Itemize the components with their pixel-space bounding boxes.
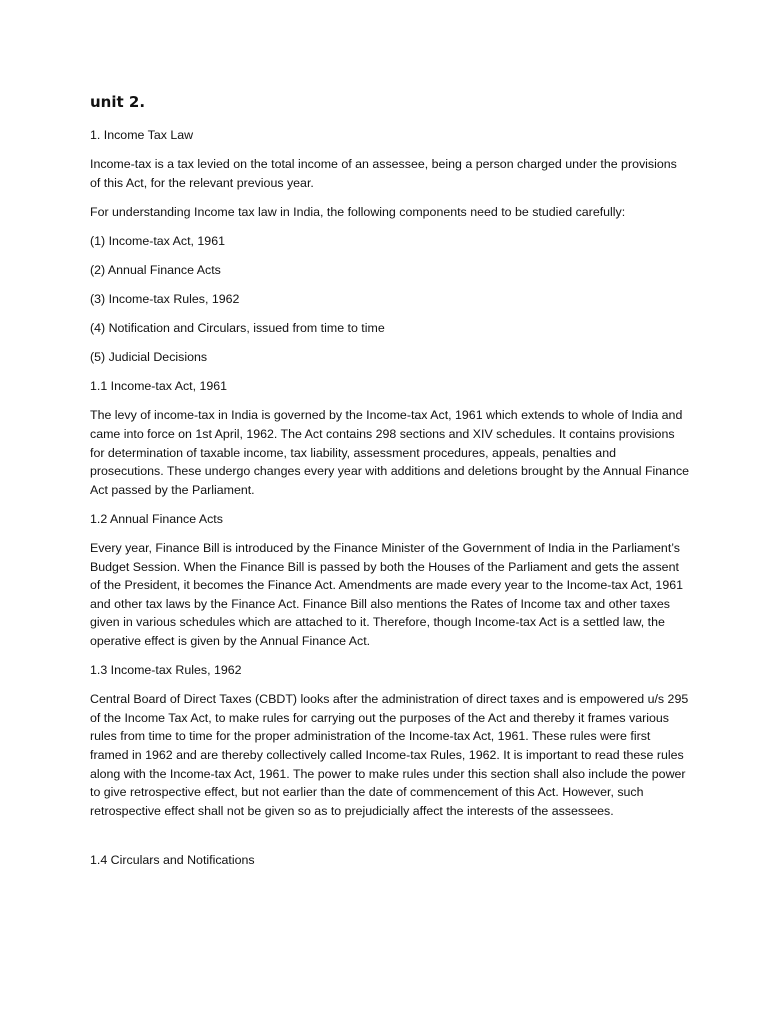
component-item-2: (2) Annual Finance Acts — [90, 262, 221, 277]
component-item-4: (4) Notification and Circulars, issued from time to time — [90, 321, 385, 336]
section-1-2-title: 1.2 Annual Finance Acts — [90, 511, 223, 526]
section-1-title: 1. Income Tax Law — [90, 128, 194, 142]
component-item-5: (5) Judicial Decisions — [90, 350, 208, 365]
section-1-1-paragraph: The levy of income-tax in India is governed by the Income-tax Act, 1961 which extends to whole of India and came into force on 1st April, 1962. The Act contains 298 sections and XIV schedules. It contains provisions for determination of taxable income, tax liability, assessment procedures, appeals, penalties and prosecutions. These undergo changes every year with additions and deletions brought by the Annual Finance Act passed by the Parliament. — [90, 408, 690, 497]
section-1-3-title: 1.3 Income-tax Rules, 1962 — [90, 663, 242, 678]
unit-title: unit 2. — [90, 93, 146, 111]
section-1-4-title: 1.4 Circulars and Notifications — [90, 852, 255, 867]
document-page — [90, 92, 690, 880]
component-item-1: (1) Income-tax Act, 1961 — [90, 233, 225, 248]
section-1-3-paragraph: Central Board of Direct Taxes (CBDT) looks after the administration of direct taxes and is empowered u/s 295 of the Income Tax Act, to make rules for carrying out the purposes of the Act and thereby it frames various rules from time to time for the proper administration of the Income-tax Act, 1961. These rules were first framed in 1962 and are thereby collectively called Income-tax Rules, 1962. It is important to read these rules along with the Income-tax Act, 1961. The power to make rules under this section shall also include the power to give retrospective effect, but not earlier than the date of commencement of this Act. However, such retrospective effect shall not be given so as to prejudicially affect the interests of the assessees. — [90, 692, 689, 818]
component-item-3: (3) Income-tax Rules, 1962 — [90, 292, 240, 307]
section-1-2-paragraph: Every year, Finance Bill is introduced by the Finance Minister of the Government of India in the Parliament’s Budget Session. When the Finance Bill is passed by both the Houses of the Parliament and gets the assent of the President, it becomes the Finance Act. Amendments are made every year to the Income-tax Act, 1961 and other tax laws by the Finance Act. Finance Bill also mentions the Rates of Income tax and other taxes given in various schedules which are attached to it. Therefore, though Income-tax Act is a settled law, the operative effect is given by the Annual Finance Act. — [90, 541, 684, 648]
section-1-paragraph-1: Income-tax is a tax levied on the total income of an assessee, being a person charged under the provisions of this Act, for the relevant previous year. — [90, 157, 677, 190]
section-1-paragraph-2: For understanding Income tax law in India, the following components need to be studied carefully: — [90, 204, 626, 219]
blank-line — [90, 831, 690, 851]
section-1-1-title: 1.1 Income-tax Act, 1961 — [90, 379, 228, 394]
